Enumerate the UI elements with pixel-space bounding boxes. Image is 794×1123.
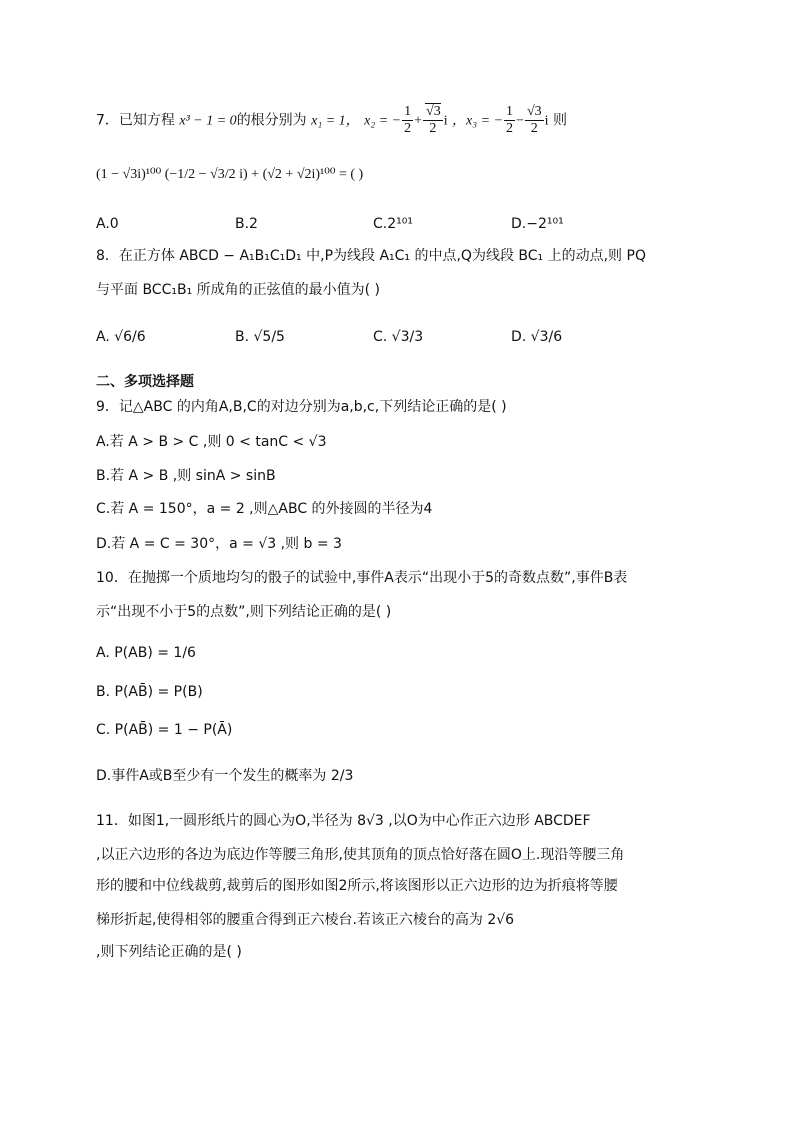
q9-option-a: A.若 A > B > C ,则 0 < tanC < √3 [96, 434, 327, 450]
section-heading: 二、多项选择题 [96, 374, 194, 390]
q10-line1: 10．在抛掷一个质地均匀的骰子的试验中,事件A表示“出现小于5的奇数点数”,事件B表 [96, 570, 628, 586]
q7-option-c: C.2¹⁰¹ [373, 216, 413, 232]
q9-option-c: C.若 A = 150°，a = 2 ,则△ABC 的外接圆的半径为4 [96, 501, 433, 517]
q7-option-a: A.0 [96, 216, 119, 232]
q7-line1: 7．已知方程 x³ − 1 = 0的根分别为 x₁ = 1， x₂ = − $\frac{1}{2}$ + $\frac{√3}{2}$ i ，x₃ = − $\frac{1}{2}$ − $\frac{√3}{2}$ i 则 [96, 104, 567, 136]
fraction-half: $\frac{1}{2}$ [404, 104, 412, 136]
q10-option-a: A. P(AB) = 1/6 [96, 645, 196, 661]
q10-option-c: C. P(AB̄) = 1 − P(Ā) [96, 722, 233, 738]
q9-option-b: B.若 A > B ,则 sinA > sinB [96, 468, 276, 484]
q8-option-b: B. √5/5 [235, 329, 285, 345]
q10-line2: 示“出现不小于5的点数”,则下列结论正确的是( ) [96, 604, 392, 620]
q8-option-a: A. √6/6 [96, 329, 146, 345]
q11-line1: 11．如图1,一圆形纸片的圆心为O,半径为 8√3 ,以O为中心作正六边形 ABCDEF [96, 813, 591, 829]
q8-line2: 与平面 BCC₁B₁ 所成角的正弦值的最小值为( ) [96, 282, 381, 298]
q10-option-b: B. P(AB̄) = P(B) [96, 684, 203, 700]
fraction-sqrt3-half: $\frac{√3}{2}$ [423, 104, 443, 137]
q9-option-d: D.若 A = C = 30°，a = √3 ,则 b = 3 [96, 536, 342, 552]
q8-option-c: C. √3/3 [373, 329, 424, 345]
q7-option-d: D.−2¹⁰¹ [511, 216, 564, 232]
q9-stem: 9．记△ABC 的内角A,B,C的对边分别为a,b,c,下列结论正确的是( ) [96, 399, 507, 415]
q11-line5: ,则下列结论正确的是( ) [96, 944, 242, 960]
q11-line2: ,以正六边形的各边为底边作等腰三角形,使其顶角的顶点恰好落在圆O上.现沿等腰三角 [96, 847, 625, 863]
q10-option-d: D.事件A或B至少有一个发生的概率为 2/3 [96, 768, 354, 784]
q7-expression: (1 − √3i)¹⁰⁰ (−1/2 − √3/2 i) + (√2 + √2i)¹⁰⁰ = ( ) [96, 167, 364, 182]
q11-line4: 梯形折起,使得相邻的腰重合得到正六棱台.若该正六棱台的高为 2√6 [96, 912, 515, 928]
q8-line1: 8．在正方体 ABCD − A₁B₁C₁D₁ 中,P为线段 A₁C₁ 的中点,Q为线段 BC₁ 上的动点,则 PQ [96, 248, 646, 264]
q8-option-d: D. √3/6 [511, 329, 563, 345]
q11-line3: 形的腰和中位线裁剪,裁剪后的图形如图2所示,将该图形以正六边形的边为折痕将等腰 [96, 878, 618, 894]
q7-option-b: B.2 [235, 216, 258, 232]
